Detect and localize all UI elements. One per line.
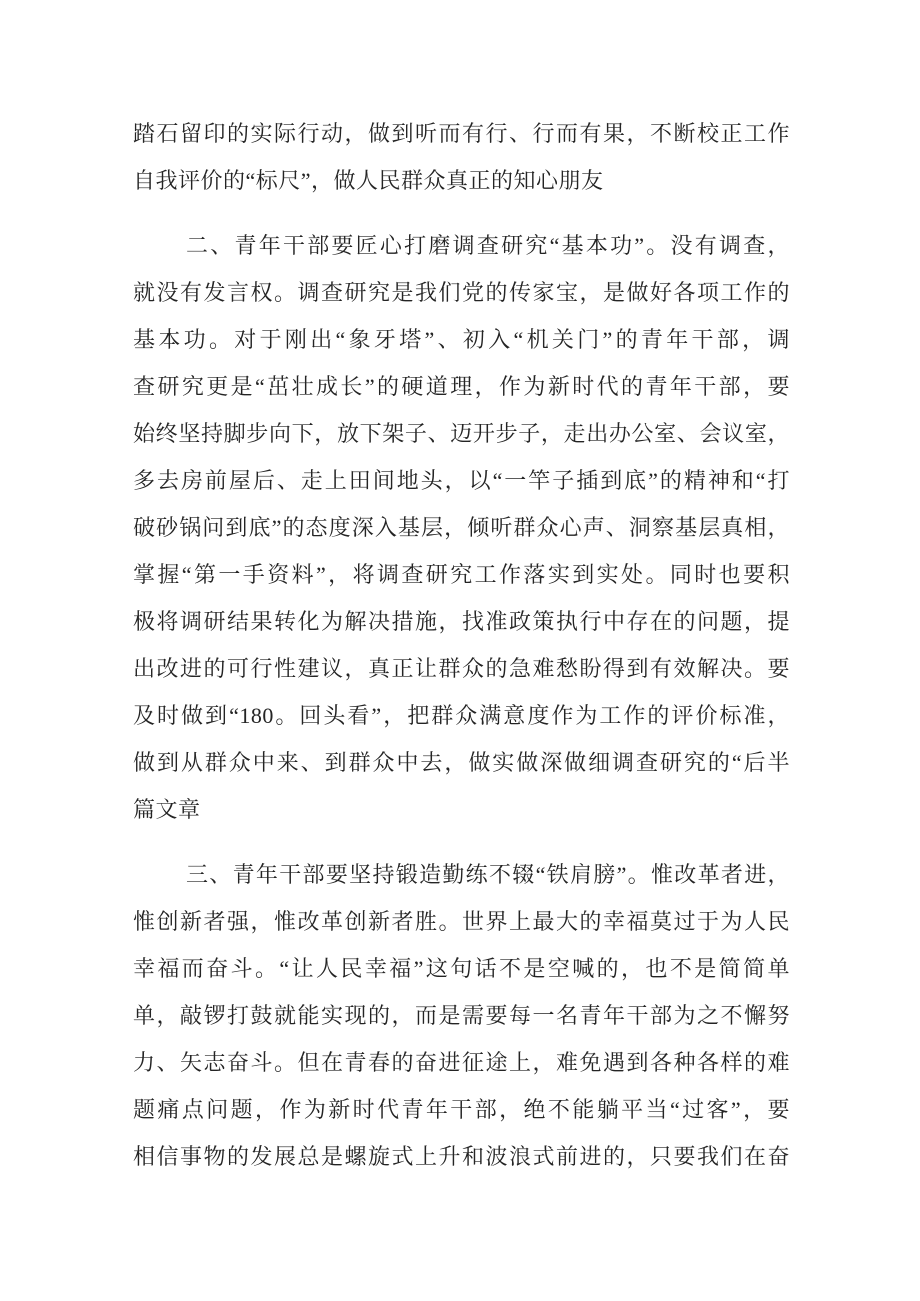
text-line: 二、青年干部要匠心打磨调查研究“基本功”。没有调查， [186, 233, 790, 258]
text-line: 出改进的可行性建议，真正让群众的急难愁盼得到有效解决。要 [133, 656, 790, 681]
text-line: 力、矢志奋斗。但在青春的奋进征途上，难免遇到各种各样的难 [133, 1050, 790, 1075]
text-line: 多去房前屋后、走上田间地头，以“一竿子插到底”的精神和“打 [133, 468, 790, 493]
text-line: 自我评价的“标尺”，做人民群众真正的知心朋友 [133, 168, 604, 193]
text-line: 破砂锅问到底”的态度深入基层，倾听群众心声、洞察基层真相， [133, 515, 790, 540]
text-line: 篇文章 [133, 797, 201, 822]
paragraph [133, 110, 790, 204]
text-line: 相信事物的发展总是螺旋式上升和波浪式前进的，只要我们在奋 [133, 1144, 790, 1169]
text-line: 单，敲锣打鼓就能实现的，而是需要每一名青年干部为之不懈努 [133, 1003, 790, 1028]
text-line: 基本功。对于刚出“象牙塔”、初入“机关门”的青年干部，调 [133, 327, 790, 352]
text-line: 查研究更是“茁壮成长”的硬道理，作为新时代的青年干部，要 [133, 374, 790, 399]
text-line: 踏石留印的实际行动，做到听而有行、行而有果，不断校正工作 [133, 121, 790, 146]
text-line: 惟创新者强，惟改革创新者胜。世界上最大的幸福莫过于为人民 [133, 909, 790, 934]
text-line: 掌握“第一手资料”，将调查研究工作落实到实处。同时也要积 [133, 562, 790, 587]
text-line: 始终坚持脚步向下，放下架子、迈开步子，走出办公室、会议室， [133, 421, 790, 446]
text-line: 做到从群众中来、到群众中去，做实做深做细调查研究的“后半 [133, 750, 790, 775]
text-line: 题痛点问题，作为新时代青年干部，绝不能躺平当“过客”，要 [133, 1097, 790, 1122]
text-line: 及时做到“180。回头看”，把群众满意度作为工作的评价标准， [133, 703, 790, 728]
text-line: 幸福而奋斗。“让人民幸福”这句话不是空喊的，也不是简简单 [133, 956, 790, 981]
text-line: 就没有发言权。调查研究是我们党的传家宝，是做好各项工作的 [133, 280, 790, 305]
text-line: 三、青年干部要坚持锻造勤练不辍“铁肩膀”。惟改革者进， [186, 862, 790, 887]
text-line: 极将调研结果转化为解决措施，找准政策执行中存在的问题，提 [133, 609, 790, 634]
paragraph [133, 851, 790, 1180]
document-text-block [133, 110, 790, 1198]
paragraph [133, 222, 790, 833]
